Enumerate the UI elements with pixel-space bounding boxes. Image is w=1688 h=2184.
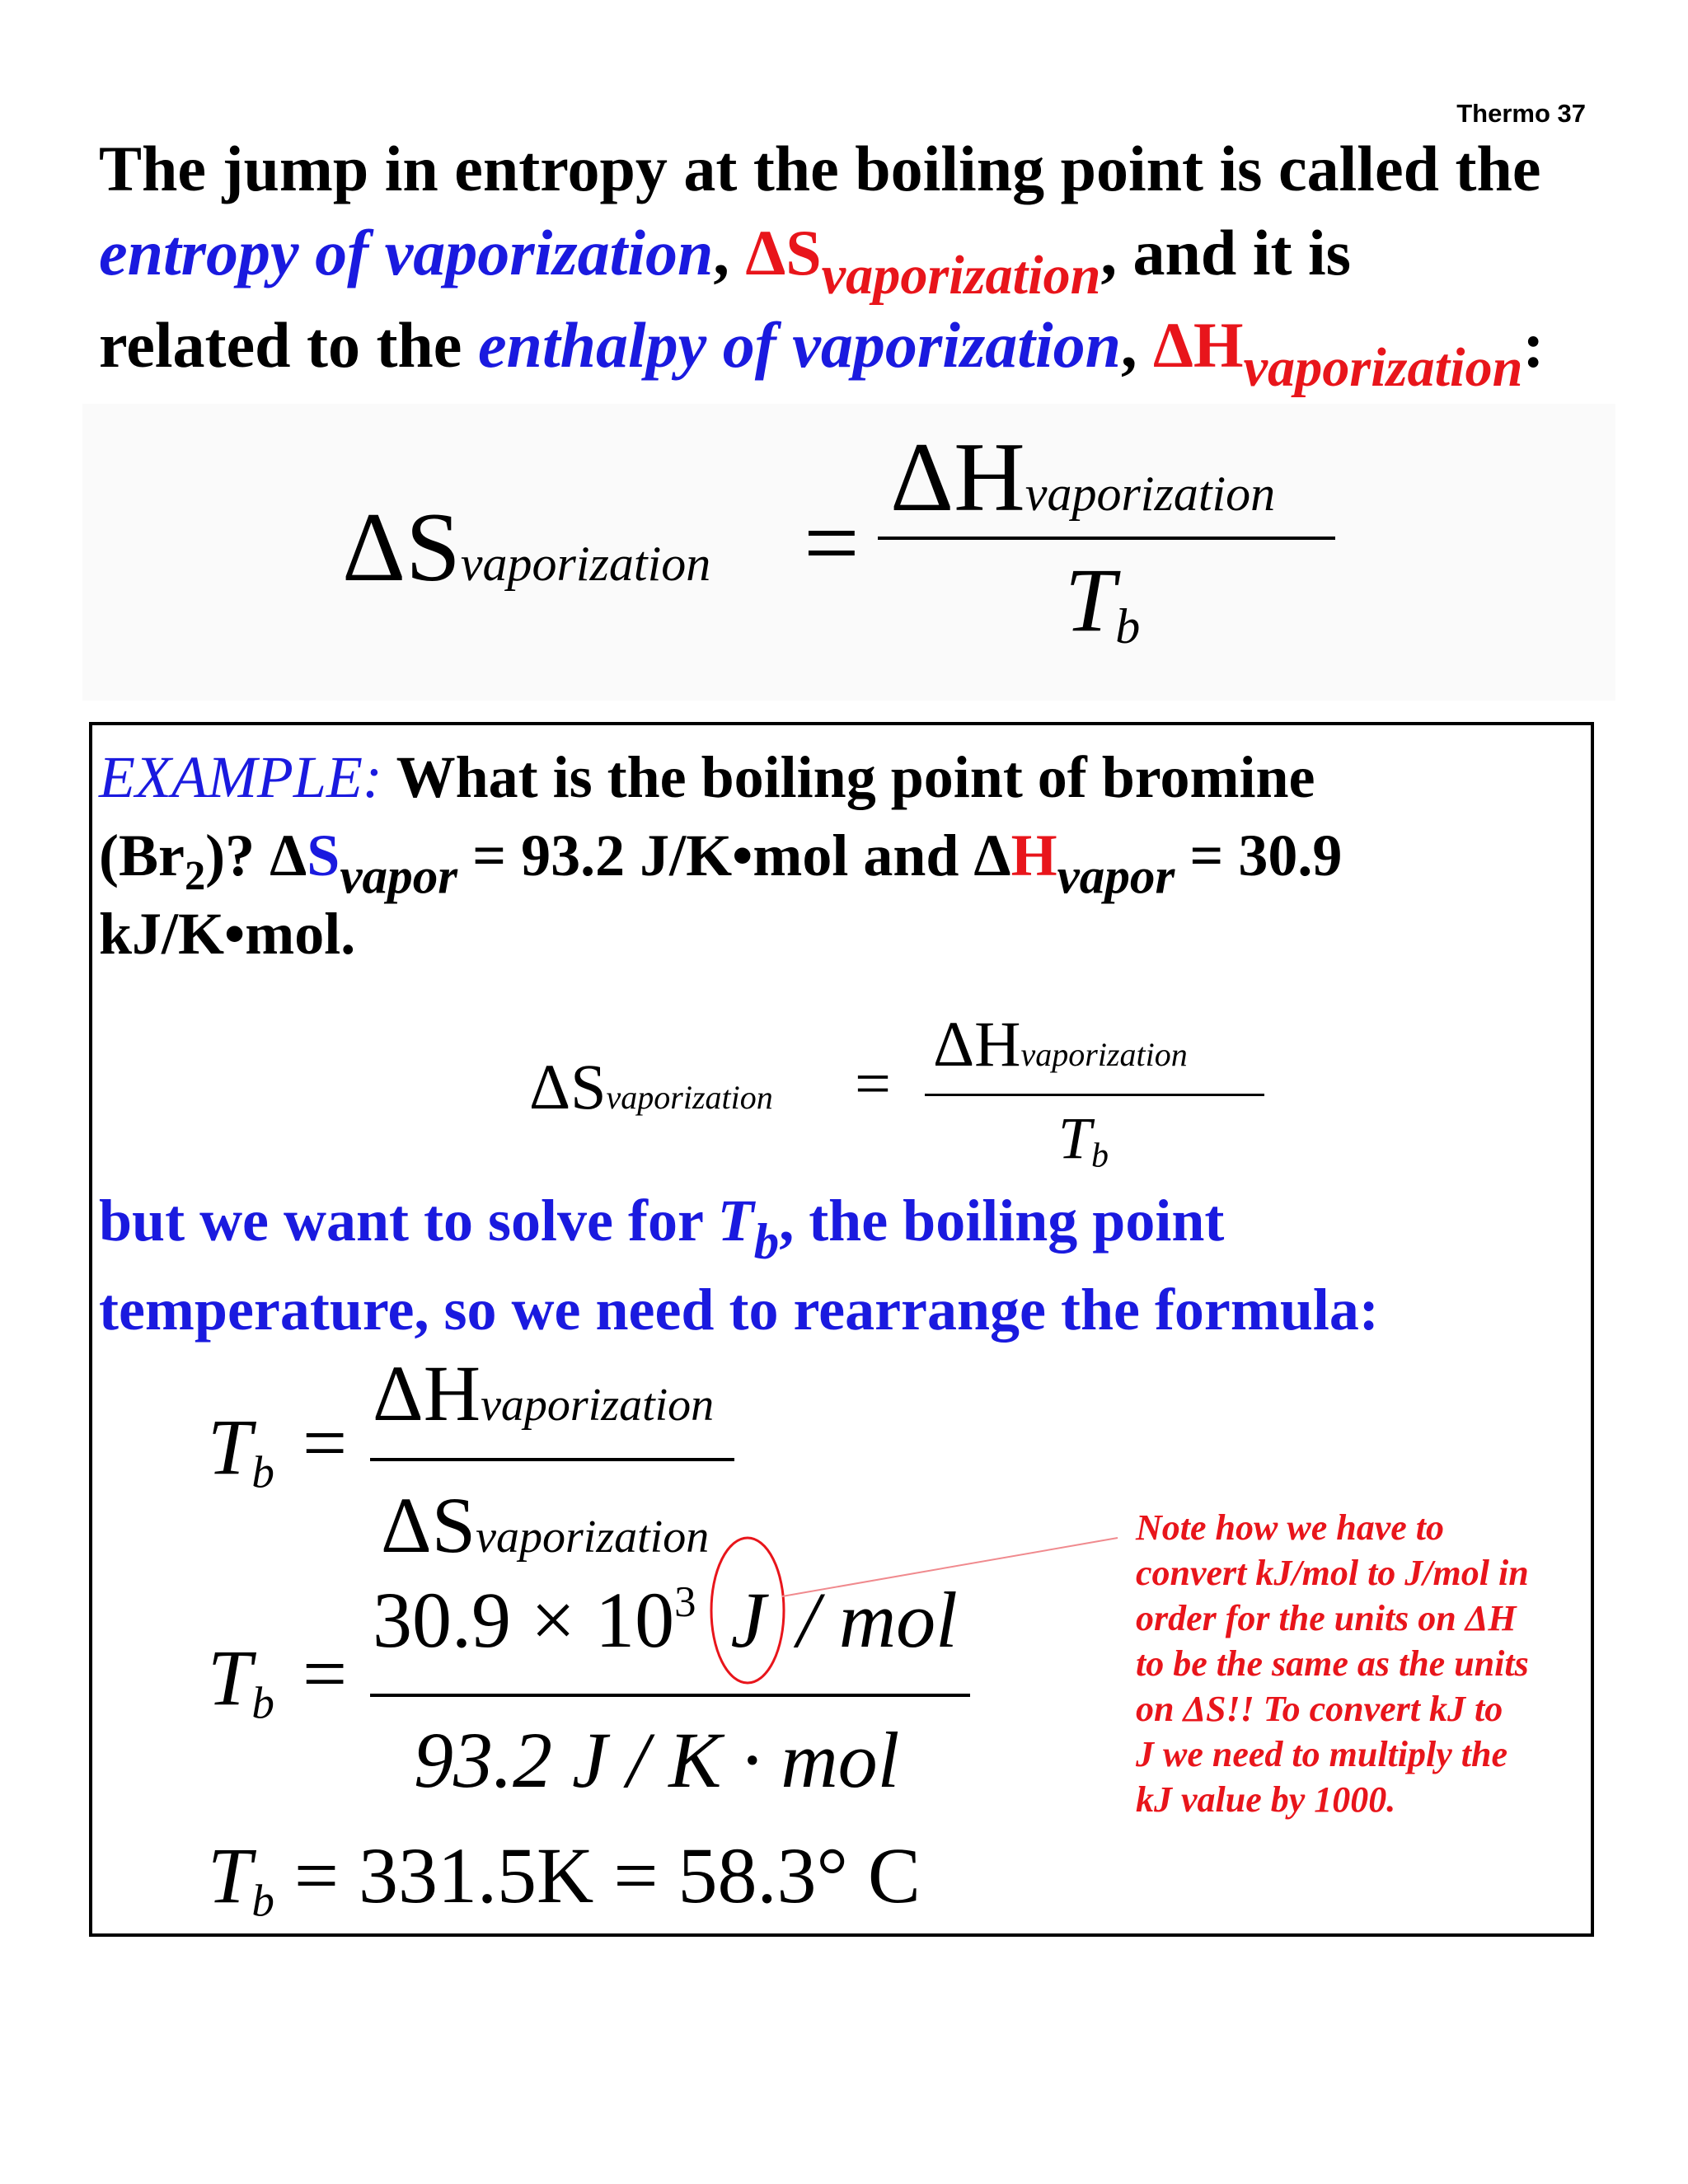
formula-3-equals: =	[302, 1399, 348, 1487]
formula-4-denominator: 93.2 J / K · mol	[414, 1716, 900, 1804]
formula-1-num-symbol: ΔH	[890, 422, 1025, 532]
intro-colon: :	[1522, 309, 1545, 381]
formula-4-num-exponent: 3	[674, 1578, 696, 1627]
intro-comma-2: ,	[1120, 309, 1153, 381]
delta-h-example-letter: H	[1010, 823, 1057, 888]
term-enthalpy-of-vaporization: enthalpy of vaporization	[477, 309, 1121, 381]
explanation-b: b	[753, 1213, 780, 1270]
explanation-t: T	[717, 1188, 754, 1254]
result-sub: b	[251, 1875, 274, 1926]
result-rest: = 331.5K = 58.3° C	[274, 1831, 921, 1919]
intro-line-2-tail: , and it is	[1100, 217, 1351, 288]
formula-2-equals: =	[855, 1047, 891, 1119]
formula-2-den-symbol: T	[1058, 1105, 1092, 1171]
formula-1-num-sub: vaporization	[1025, 466, 1276, 521]
j-highlight-circle	[711, 1538, 784, 1683]
formula-2-num-sub: vaporization	[1020, 1036, 1188, 1073]
term-entropy-of-vaporization: entropy of vaporization	[99, 217, 714, 288]
result-t: T	[208, 1831, 252, 1919]
intro-line-3-head: related to the	[99, 309, 478, 381]
br2-head: (Br	[99, 823, 185, 888]
intro-comma-1: ,	[713, 217, 746, 288]
values-text-1: = 93.2 J/K•mol and Δ	[457, 823, 1011, 888]
note-leader-line	[782, 1538, 1118, 1596]
question-mid: )? Δ	[205, 823, 307, 888]
formula-3-num-symbol: ΔH	[373, 1349, 481, 1437]
formula-1-equals: =	[804, 488, 860, 598]
note-line-2: convert kJ/mol to J/mol in	[1136, 1553, 1529, 1593]
intro-line-1: The jump in entropy at the boiling point is called the	[99, 133, 1541, 204]
delta-s-example-sub: vapor	[340, 848, 458, 905]
note-line-1: Note how we have to	[1136, 1507, 1444, 1548]
page-label: Thermo 37	[1456, 99, 1586, 128]
br2-subscript: 2	[184, 852, 206, 899]
explanation-tail: , the boiling point	[779, 1188, 1225, 1254]
note-line-4: to be the same as the units	[1136, 1643, 1529, 1684]
formula-3-lhs-symbol: T	[208, 1403, 252, 1491]
formula-2-den-sub: b	[1091, 1137, 1109, 1175]
formula-4-equals: =	[302, 1629, 348, 1718]
example-label: EXAMPLE:	[99, 744, 382, 810]
formula-1-lhs-sub: vaporization	[460, 537, 711, 591]
formula-1-lhs-symbol: ΔS	[342, 492, 461, 602]
formula-3-den-sub: vaporization	[476, 1511, 710, 1563]
explanation-line-2: temperature, so we need to rearrange the formula:	[99, 1277, 1379, 1343]
delta-h-letters: ΔH	[1152, 309, 1244, 381]
delta-s-letter: S	[785, 217, 822, 288]
note-line-7: kJ value by 1000.	[1136, 1779, 1396, 1820]
example-question-text-1: What is the boiling point of bromine	[382, 744, 1315, 810]
formula-3-num-sub: vaporization	[481, 1380, 715, 1431]
formula-3-lhs-sub: b	[251, 1446, 274, 1497]
formula-2-lhs-sub: vaporization	[606, 1079, 773, 1116]
formula-4-num-a: 30.9 × 10	[373, 1576, 675, 1664]
delta-s-example-letter: S	[307, 823, 340, 888]
note-line-3: order for the units on ΔH	[1136, 1598, 1517, 1638]
formula-4-num-tail: / mol	[797, 1576, 958, 1664]
formula-4-lhs-symbol: T	[208, 1633, 252, 1722]
formula-3-den-symbol: ΔS	[381, 1481, 476, 1569]
note-line-6: J we need to multiply the	[1136, 1734, 1507, 1774]
delta-h-subscript: vaporization	[1243, 338, 1523, 399]
formula-4-num-j: J	[730, 1576, 767, 1664]
note-line-5: on ΔS!! To convert kJ to	[1136, 1689, 1503, 1729]
explanation-head: but we want to solve for	[99, 1188, 718, 1254]
formula-4-lhs-sub: b	[251, 1677, 274, 1728]
formula-1-den-symbol: T	[1065, 550, 1116, 650]
formula-2-lhs-symbol: ΔS	[529, 1051, 607, 1122]
formula-1-den-sub: b	[1115, 599, 1141, 654]
delta-h-example-sub: vapor	[1057, 848, 1175, 905]
example-question-line-3: kJ/K•mol.	[99, 901, 356, 967]
delta-s-subscript: vaporization	[821, 246, 1101, 307]
formula-2-num-symbol: ΔH	[933, 1008, 1021, 1080]
delta-s-delta: Δ	[745, 217, 786, 288]
values-text-2: = 30.9	[1175, 823, 1343, 888]
